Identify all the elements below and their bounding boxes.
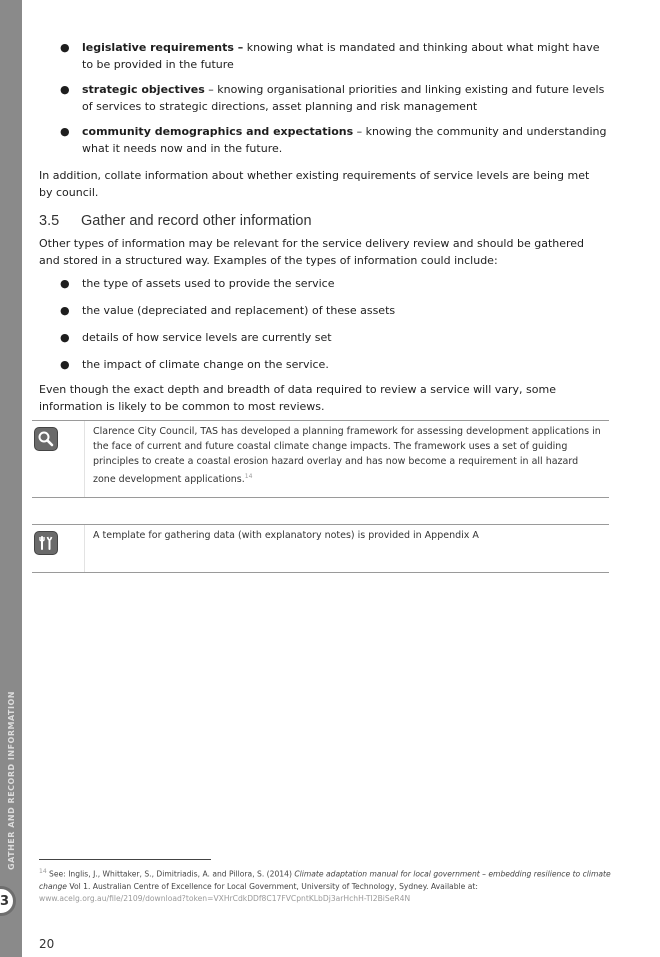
bullet-icon: ● (60, 304, 70, 317)
footnote-marker: 14 (39, 868, 47, 875)
bullet-term: legislative requirements – (82, 41, 244, 54)
footnote-title: Climate adaptation manual for local government – embedding resilience to climate change (39, 869, 611, 891)
footnote-suffix: Vol 1. Australian Centre of Excellence for Local Government, University of Technology, Sydney. Available at: (66, 881, 478, 891)
bullet-text: – knowing organisational priorities and linking existing and future levels of services to strategic directions, asset planning and risk management (82, 83, 605, 113)
bullet-icon: ● (60, 83, 70, 96)
section-heading (39, 213, 312, 229)
tool-note-text: A template for gathering data (with explanatory notes) is provided in Appendix A (93, 530, 479, 541)
bullet-text: knowing what is mandated and thinking about what might have to be provided in the future (82, 41, 600, 71)
bullet-icon: ● (60, 277, 70, 290)
info-types-list (39, 276, 395, 384)
bullet-term: community demographics and expectations (82, 125, 354, 138)
list-item (39, 124, 611, 157)
bullet-text: the type of assets used to provide the service (82, 277, 335, 290)
bullet-text: the impact of climate change on the service. (82, 358, 329, 371)
tools-icon (34, 531, 58, 555)
bullet-icon: ● (60, 125, 70, 138)
bullet-text: – knowing the community and understanding what it needs now and in the future. (82, 125, 607, 155)
list-item (39, 82, 611, 115)
side-tab-text: GATHER AND RECORD INFORMATION (6, 690, 16, 870)
chapter-number-badge: 3 (0, 886, 16, 916)
list-item (39, 303, 395, 320)
section-number: 3.5 (39, 213, 60, 229)
footnote-rule (39, 859, 211, 860)
magnifier-icon (34, 427, 58, 451)
bullet-icon: ● (60, 331, 70, 344)
page-number: 20 (39, 937, 55, 951)
footnote (39, 866, 619, 905)
section-title: Gather and record other information (81, 213, 312, 229)
case-study-body: Clarence City Council, TAS has developed a planning framework for assessing development applications in the face of current and future coastal climate change impacts. The framework uses a set of guiding principles to create a coastal erosion hazard overlay and has now become a requirement in all hazard zone development applications. (93, 426, 601, 486)
bullet-text: details of how service levels are currently set (82, 331, 332, 344)
box-divider (84, 525, 85, 572)
paragraph-other-info: Other types of information may be relevant for the service delivery review and should be gathered and stored in a structured way. Examples of the types of information could include: (39, 237, 585, 267)
bullet-icon: ● (60, 358, 70, 371)
list-item (39, 276, 395, 293)
footnote-prefix: See: Inglis, J., Whittaker, S., Dimitriadis, A. and Pillora, S. (2014) (46, 869, 295, 879)
footnote-url[interactable]: www.acelg.org.au/file/2109/download?token=VXHrCdkDDf8C17FVCpntKLbDj3arHchH-TI2BiSeR4N (39, 893, 411, 903)
box-divider (84, 421, 85, 497)
side-tab-label (0, 680, 22, 880)
list-item (39, 357, 395, 374)
footnote-reference[interactable]: 14 (244, 473, 253, 480)
case-study-text (93, 424, 603, 487)
bullet-icon: ● (60, 41, 70, 54)
case-study-box (32, 420, 609, 498)
list-item (39, 330, 395, 347)
tool-note-box (32, 524, 609, 573)
paragraph-collate: In addition, collate information about whether existing requirements of service levels are being met by council. (39, 169, 590, 199)
bullet-term: strategic objectives (82, 83, 205, 96)
list-item (39, 40, 611, 73)
bullet-text: the value (depreciated and replacement) of these assets (82, 304, 396, 317)
paragraph-common-info: Even though the exact depth and breadth of data required to review a service will vary, some information is likely to be common to most reviews. (39, 383, 556, 413)
intro-bullet-list (39, 40, 611, 166)
